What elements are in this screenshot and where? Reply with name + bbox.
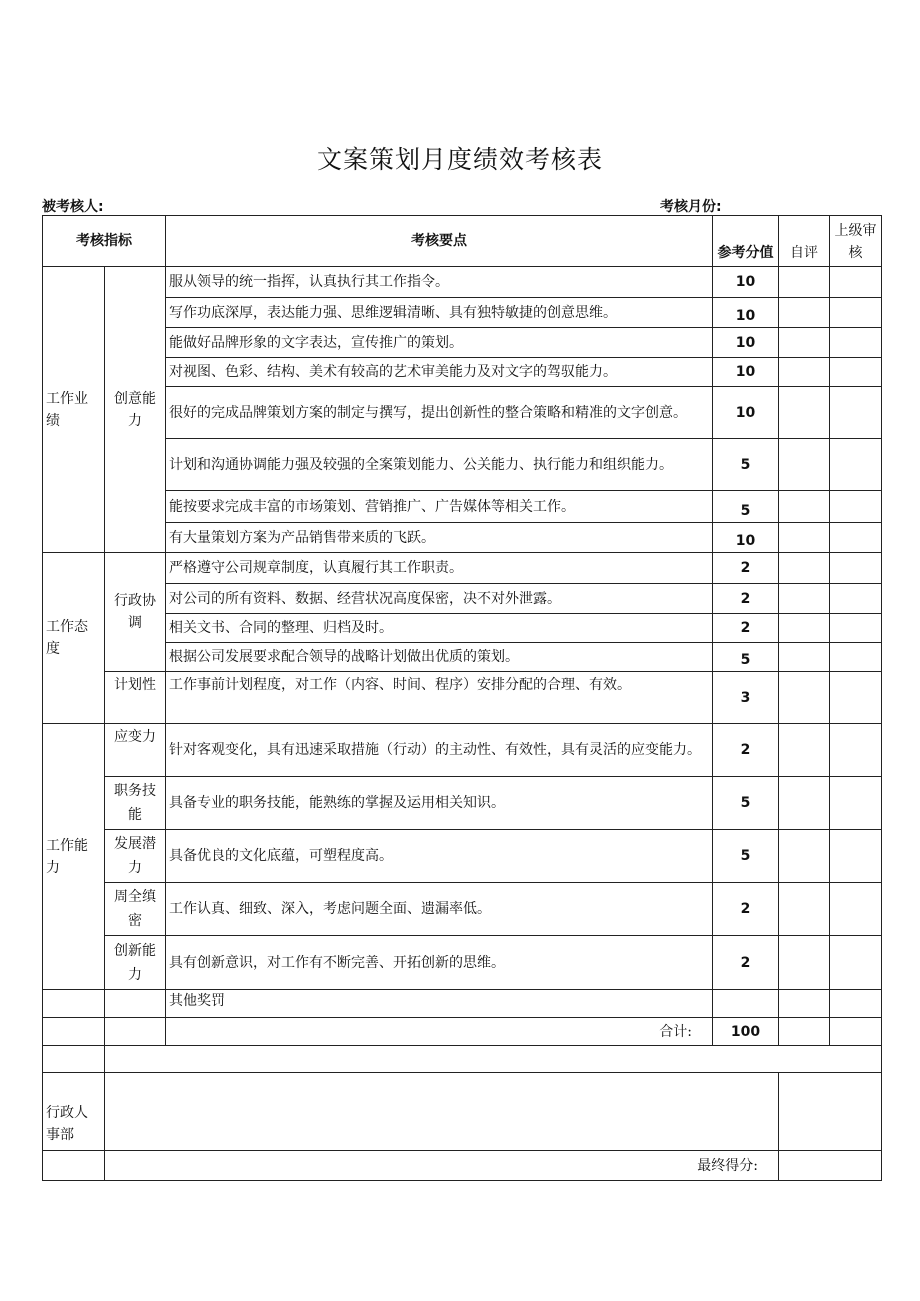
table-row [43, 883, 882, 936]
total-value: 100 [713, 1018, 779, 1046]
self-eval-total-cell[interactable] [779, 1018, 830, 1046]
self-eval-cell[interactable] [779, 267, 830, 298]
section-attitude: 工作态度 [43, 553, 105, 724]
blank-row [43, 1046, 882, 1073]
assessment-table [42, 215, 882, 1181]
table-row [43, 439, 882, 491]
ref-score: 2 [713, 936, 779, 990]
superior-cell[interactable] [830, 777, 882, 830]
other-score-cell[interactable] [713, 990, 779, 1018]
ref-score: 5 [713, 491, 779, 523]
superior-cell[interactable] [830, 584, 882, 614]
final-label: 最终得分: [105, 1151, 779, 1181]
sub-job-skills: 职务技能 [105, 777, 166, 830]
table-row [43, 358, 882, 387]
ref-score: 5 [713, 643, 779, 672]
table-row [43, 777, 882, 830]
superior-total-cell[interactable] [830, 1018, 882, 1046]
sub-thoroughness: 周全缜密 [105, 883, 166, 936]
sub-potential: 发展潜力 [105, 830, 166, 883]
superior-cell[interactable] [830, 267, 882, 298]
point-text: 具有创新意识，对工作有不断完善、开拓创新的思维。 [166, 936, 713, 990]
point-text: 能做好品牌形象的文字表达，宣传推广的策划。 [166, 328, 713, 358]
table-row [43, 584, 882, 614]
point-text: 写作功底深厚，表达能力强、思维逻辑清晰、具有独特敏捷的创意思维。 [166, 298, 713, 328]
ref-score: 2 [713, 553, 779, 584]
point-text: 有大量策划方案为产品销售带来质的飞跃。 [166, 523, 713, 553]
admin-row [43, 1073, 882, 1151]
self-eval-cell[interactable] [779, 584, 830, 614]
self-eval-cell[interactable] [779, 439, 830, 491]
table-row [43, 672, 882, 724]
self-eval-cell[interactable] [779, 523, 830, 553]
self-eval-cell[interactable] [779, 990, 830, 1018]
self-eval-cell[interactable] [779, 883, 830, 936]
superior-cell[interactable] [830, 553, 882, 584]
superior-cell[interactable] [830, 358, 882, 387]
superior-cell[interactable] [830, 298, 882, 328]
self-eval-cell[interactable] [779, 328, 830, 358]
ref-score: 10 [713, 523, 779, 553]
ref-score: 2 [713, 584, 779, 614]
point-text: 计划和沟通协调能力强及较强的全案策划能力、公关能力、执行能力和组织能力。 [166, 439, 713, 491]
point-text: 具备优良的文化底蕴，可塑程度高。 [166, 830, 713, 883]
table-row [43, 267, 882, 298]
ref-score: 10 [713, 298, 779, 328]
admin-label: 行政人事部 [43, 1073, 105, 1151]
point-text: 相关文书、合同的整理、归档及时。 [166, 614, 713, 643]
point-text: 对公司的所有资料、数据、经营状况高度保密，决不对外泄露。 [166, 584, 713, 614]
superior-cell[interactable] [830, 328, 882, 358]
total-row [43, 1018, 882, 1046]
superior-cell[interactable] [830, 614, 882, 643]
self-eval-cell[interactable] [779, 724, 830, 777]
self-eval-cell[interactable] [779, 777, 830, 830]
point-text: 工作事前计划程度，对工作（内容、时间、程序）安排分配的合理、有效。 [166, 672, 713, 724]
point-text: 根据公司发展要求配合领导的战略计划做出优质的策划。 [166, 643, 713, 672]
ref-score: 2 [713, 614, 779, 643]
ref-score: 10 [713, 267, 779, 298]
ref-score: 5 [713, 439, 779, 491]
header-self-eval: 自评 [779, 216, 830, 267]
table-row [43, 491, 882, 523]
other-rewards-row [43, 990, 882, 1018]
table-row [43, 614, 882, 643]
total-label: 合计: [166, 1018, 713, 1046]
table-row [43, 830, 882, 883]
superior-cell[interactable] [830, 990, 882, 1018]
assessee-label: 被考核人: [42, 199, 104, 215]
sub-creativity: 创意能力 [105, 267, 166, 553]
table-row [43, 298, 882, 328]
section-ability: 工作能力 [43, 724, 105, 990]
table-row [43, 643, 882, 672]
superior-cell[interactable] [830, 643, 882, 672]
point-text: 服从领导的统一指挥，认真执行其工作指令。 [166, 267, 713, 298]
self-eval-cell[interactable] [779, 298, 830, 328]
ref-score: 10 [713, 387, 779, 439]
header-superior: 上级审核 [830, 216, 882, 267]
admin-comment-cell[interactable] [105, 1073, 779, 1151]
superior-cell[interactable] [830, 724, 882, 777]
sub-planning: 计划性 [105, 672, 166, 724]
self-eval-cell[interactable] [779, 387, 830, 439]
ref-score: 5 [713, 777, 779, 830]
table-row [43, 553, 882, 584]
superior-cell[interactable] [830, 491, 882, 523]
self-eval-cell[interactable] [779, 553, 830, 584]
ref-score: 2 [713, 883, 779, 936]
point-text: 具备专业的职务技能，能熟练的掌握及运用相关知识。 [166, 777, 713, 830]
point-text: 针对客观变化，具有迅速采取措施（行动）的主动性、有效性，具有灵活的应变能力。 [166, 724, 713, 777]
final-score-cell[interactable] [779, 1151, 882, 1181]
header-indicator: 考核指标 [43, 216, 166, 267]
table-row [43, 523, 882, 553]
superior-cell[interactable] [830, 672, 882, 724]
self-eval-cell[interactable] [779, 672, 830, 724]
self-eval-cell[interactable] [779, 643, 830, 672]
table-row [43, 724, 882, 777]
header-ref-score: 参考分值 [713, 216, 779, 267]
self-eval-cell[interactable] [779, 358, 830, 387]
header-points: 考核要点 [166, 216, 713, 267]
ref-score: 5 [713, 830, 779, 883]
sub-innovation: 创新能力 [105, 936, 166, 990]
self-eval-cell[interactable] [779, 491, 830, 523]
header-row [43, 216, 882, 267]
superior-cell[interactable] [830, 936, 882, 990]
table-row [43, 328, 882, 358]
admin-sign-cell[interactable] [779, 1073, 882, 1151]
section-performance: 工作业绩 [43, 267, 105, 553]
point-text: 对视图、色彩、结构、美术有较高的艺术审美能力及对文字的驾驭能力。 [166, 358, 713, 387]
point-text: 能按要求完成丰富的市场策划、营销推广、广告媒体等相关工作。 [166, 491, 713, 523]
sub-coordination: 行政协调 [105, 553, 166, 672]
superior-cell[interactable] [830, 830, 882, 883]
ref-score: 2 [713, 724, 779, 777]
self-eval-cell[interactable] [779, 830, 830, 883]
ref-score: 3 [713, 672, 779, 724]
other-rewards-label: 其他奖罚 [166, 990, 713, 1018]
final-row [43, 1151, 882, 1181]
point-text: 工作认真、细致、深入，考虑问题全面、遗漏率低。 [166, 883, 713, 936]
sub-adaptability: 应变力 [105, 724, 166, 777]
point-text: 严格遵守公司规章制度，认真履行其工作职责。 [166, 553, 713, 584]
table-row [43, 387, 882, 439]
page-title: 文案策划月度绩效考核表 [316, 145, 603, 174]
superior-cell[interactable] [830, 387, 882, 439]
table-row [43, 936, 882, 990]
superior-cell[interactable] [830, 523, 882, 553]
self-eval-cell[interactable] [779, 936, 830, 990]
superior-cell[interactable] [830, 439, 882, 491]
ref-score: 10 [713, 358, 779, 387]
month-label: 考核月份: [660, 199, 722, 215]
point-text: 很好的完成品牌策划方案的制定与撰写，提出创新性的整合策略和精准的文字创意。 [166, 387, 713, 439]
superior-cell[interactable] [830, 883, 882, 936]
self-eval-cell[interactable] [779, 614, 830, 643]
ref-score: 10 [713, 328, 779, 358]
